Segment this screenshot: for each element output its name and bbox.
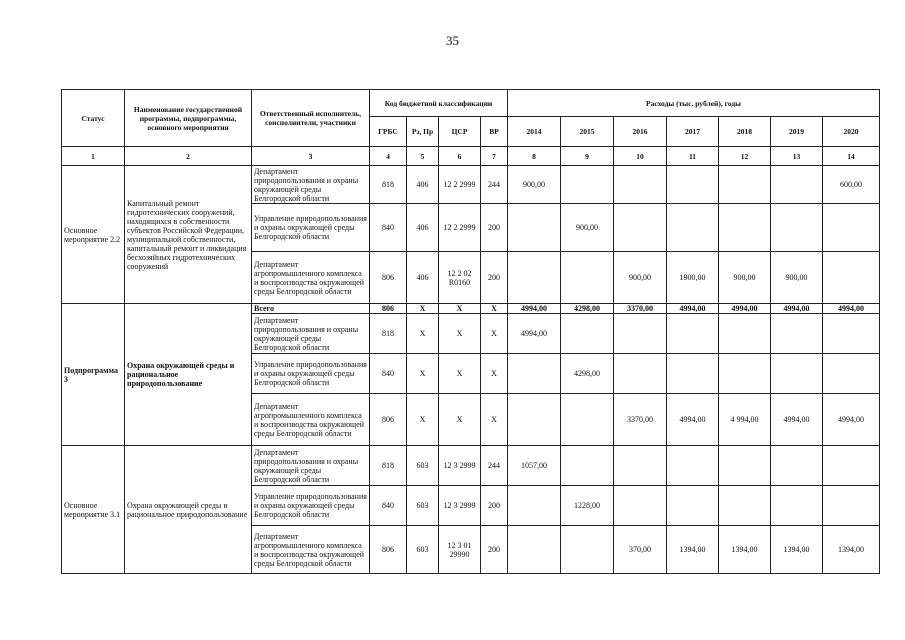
row-status: Подпрограмма 3 bbox=[62, 304, 125, 446]
cell-csr: Х bbox=[439, 304, 481, 314]
cell-rzpr: Х bbox=[407, 394, 439, 446]
row-program-name: Охрана окружающей среды и рациональное природопользование bbox=[125, 304, 252, 446]
row-executor: Департамент агропромышленного комплекса и воспроизводства окружающей среды Белгородской области bbox=[252, 394, 370, 446]
column-number: 8 bbox=[508, 147, 561, 166]
cell-amount bbox=[508, 394, 561, 446]
cell-amount: 3370,00 bbox=[614, 394, 667, 446]
cell-vr: Х bbox=[481, 394, 508, 446]
cell-amount bbox=[667, 354, 719, 394]
cell-amount bbox=[771, 486, 823, 526]
cell-amount: 1228,00 bbox=[561, 486, 614, 526]
cell-amount: 1394,00 bbox=[771, 526, 823, 574]
cell-vr: 200 bbox=[481, 526, 508, 574]
cell-csr: 12 2 02 R0160 bbox=[439, 252, 481, 304]
cell-amount bbox=[561, 166, 614, 204]
column-numbers-row bbox=[62, 147, 880, 166]
cell-amount: 1394,00 bbox=[719, 526, 771, 574]
cell-csr: 12 3 2999 bbox=[439, 486, 481, 526]
cell-amount bbox=[771, 446, 823, 486]
header-expenses: Расходы (тыс. рублей), годы bbox=[508, 90, 880, 117]
cell-amount bbox=[561, 314, 614, 354]
cell-amount bbox=[667, 486, 719, 526]
row-program-name: Охрана окружающей среды и рациональное природопользование bbox=[125, 446, 252, 574]
page-number: 35 bbox=[446, 33, 459, 48]
cell-grbs: 818 bbox=[370, 446, 407, 486]
cell-amount bbox=[614, 446, 667, 486]
cell-amount bbox=[823, 314, 880, 354]
cell-amount: 1394,00 bbox=[667, 526, 719, 574]
cell-grbs: 840 bbox=[370, 486, 407, 526]
cell-amount bbox=[508, 204, 561, 252]
cell-grbs: 818 bbox=[370, 314, 407, 354]
row-executor: Управление природопользования и охраны окружающей среды Белгородской области bbox=[252, 354, 370, 394]
column-number: 14 bbox=[823, 147, 880, 166]
row-executor: Департамент агропромышленного комплекса и воспроизводства окружающей среды Белгородской области bbox=[252, 252, 370, 304]
cell-csr: 12 3 2999 bbox=[439, 446, 481, 486]
cell-csr: Х bbox=[439, 394, 481, 446]
cell-amount bbox=[823, 204, 880, 252]
cell-rzpr: 406 bbox=[407, 252, 439, 304]
header-year: 2019 bbox=[771, 117, 823, 147]
cell-amount bbox=[508, 526, 561, 574]
budget-table bbox=[61, 89, 880, 574]
cell-csr: Х bbox=[439, 354, 481, 394]
cell-amount bbox=[561, 394, 614, 446]
header-year: 2020 bbox=[823, 117, 880, 147]
cell-rzpr: Х bbox=[407, 314, 439, 354]
header-year: 2016 bbox=[614, 117, 667, 147]
cell-amount bbox=[823, 354, 880, 394]
cell-amount: 4994,00 bbox=[771, 304, 823, 314]
cell-amount bbox=[823, 252, 880, 304]
header-name: Наименование государственной программы, подпрограммы, основного мероприятия bbox=[125, 90, 252, 147]
row-status: Основное мероприятие 2.2 bbox=[62, 166, 125, 304]
cell-vr: 244 bbox=[481, 446, 508, 486]
cell-grbs: 806 bbox=[370, 526, 407, 574]
header-year: 2018 bbox=[719, 117, 771, 147]
cell-rzpr: 406 bbox=[407, 204, 439, 252]
cell-amount bbox=[719, 486, 771, 526]
cell-vr: 200 bbox=[481, 252, 508, 304]
row-status: Основное мероприятие 3.1 bbox=[62, 446, 125, 574]
cell-csr: 12 3 01 29990 bbox=[439, 526, 481, 574]
cell-grbs: 840 bbox=[370, 354, 407, 394]
cell-csr: Х bbox=[439, 314, 481, 354]
cell-amount bbox=[614, 166, 667, 204]
cell-vr: Х bbox=[481, 354, 508, 394]
cell-rzpr: 406 bbox=[407, 166, 439, 204]
row-executor: Департамент природопользования и охраны окружающей среды Белгородской области bbox=[252, 446, 370, 486]
cell-amount: 4994,00 bbox=[823, 394, 880, 446]
cell-amount: 4298,00 bbox=[561, 304, 614, 314]
header-status: Статус bbox=[62, 90, 125, 147]
header-year: 2017 bbox=[667, 117, 719, 147]
cell-rzpr: 603 bbox=[407, 446, 439, 486]
cell-amount bbox=[771, 354, 823, 394]
cell-amount: 1900,00 bbox=[667, 252, 719, 304]
cell-vr: Х bbox=[481, 304, 508, 314]
header-executor: Ответственный исполнитель, соисполнители, участники bbox=[252, 90, 370, 147]
cell-amount bbox=[719, 446, 771, 486]
row-program-name: Капитальный ремонт гидротехнических сооружений, находящихся в собственности субъектов Российской Федерации, муниципальной собственности, капитальный ремонт и ликвидация бесхозяйных гидротехнических сооружений bbox=[125, 166, 252, 304]
cell-amount bbox=[508, 486, 561, 526]
cell-amount: 4994,00 bbox=[508, 314, 561, 354]
cell-grbs: 806 bbox=[370, 252, 407, 304]
cell-vr: 200 bbox=[481, 486, 508, 526]
cell-amount: 3370,00 bbox=[614, 304, 667, 314]
row-executor: Департамент агропромышленного комплекса и воспроизводства окружающей среды Белгородской области bbox=[252, 526, 370, 574]
column-number: 3 bbox=[252, 147, 370, 166]
cell-amount: 600,00 bbox=[823, 166, 880, 204]
row-executor: Департамент природопользования и охраны окружающей среды Белгородской области bbox=[252, 166, 370, 204]
cell-amount bbox=[719, 166, 771, 204]
cell-amount: 900,00 bbox=[508, 166, 561, 204]
cell-amount bbox=[614, 354, 667, 394]
column-number: 10 bbox=[614, 147, 667, 166]
cell-amount: 4298,00 bbox=[561, 354, 614, 394]
cell-amount bbox=[667, 204, 719, 252]
cell-vr: 200 bbox=[481, 204, 508, 252]
cell-amount bbox=[561, 252, 614, 304]
cell-csr: 12 2 2999 bbox=[439, 204, 481, 252]
column-number: 11 bbox=[667, 147, 719, 166]
cell-amount: 4994,00 bbox=[719, 304, 771, 314]
cell-amount: 900,00 bbox=[561, 204, 614, 252]
row-executor: Управление природопользования и охраны окружающей среды Белгородской области bbox=[252, 204, 370, 252]
row-executor: Департамент природопользования и охраны окружающей среды Белгородской области bbox=[252, 314, 370, 354]
cell-amount bbox=[719, 204, 771, 252]
column-number: 7 bbox=[481, 147, 508, 166]
column-number: 1 bbox=[62, 147, 125, 166]
table-row bbox=[62, 446, 880, 486]
cell-amount bbox=[823, 446, 880, 486]
cell-grbs: 840 bbox=[370, 204, 407, 252]
cell-amount bbox=[561, 446, 614, 486]
cell-vr: 244 bbox=[481, 166, 508, 204]
cell-amount: 1394,00 bbox=[823, 526, 880, 574]
cell-amount: 900,00 bbox=[614, 252, 667, 304]
cell-amount bbox=[667, 314, 719, 354]
header-vr: ВР bbox=[481, 117, 508, 147]
cell-amount bbox=[667, 166, 719, 204]
cell-rzpr: Х bbox=[407, 304, 439, 314]
cell-rzpr: 603 bbox=[407, 486, 439, 526]
column-number: 4 bbox=[370, 147, 407, 166]
cell-amount bbox=[667, 446, 719, 486]
cell-grbs: 806 bbox=[370, 304, 407, 314]
column-number: 2 bbox=[125, 147, 252, 166]
cell-amount: 900,00 bbox=[719, 252, 771, 304]
cell-amount bbox=[561, 526, 614, 574]
cell-amount bbox=[771, 166, 823, 204]
cell-amount: 4994,00 bbox=[771, 394, 823, 446]
cell-amount bbox=[771, 204, 823, 252]
cell-amount bbox=[719, 354, 771, 394]
cell-amount bbox=[614, 204, 667, 252]
cell-amount: 4994,00 bbox=[508, 304, 561, 314]
cell-csr: 12 2 2999 bbox=[439, 166, 481, 204]
cell-amount bbox=[823, 486, 880, 526]
header-csr: ЦСР bbox=[439, 117, 481, 147]
header-grbs: ГРБС bbox=[370, 117, 407, 147]
cell-amount bbox=[771, 314, 823, 354]
table-row-total bbox=[62, 304, 880, 314]
cell-amount: 4 994,00 bbox=[719, 394, 771, 446]
column-number: 13 bbox=[771, 147, 823, 166]
header-rzpr: Рз, Пр bbox=[407, 117, 439, 147]
cell-amount: 4994,00 bbox=[667, 394, 719, 446]
cell-rzpr: Х bbox=[407, 354, 439, 394]
row-executor: Управление природопользования и охраны окружающей среды Белгородской области bbox=[252, 486, 370, 526]
header-budget-code: Код бюджетной классификации bbox=[370, 90, 508, 117]
cell-amount bbox=[508, 252, 561, 304]
cell-amount bbox=[508, 354, 561, 394]
cell-grbs: 806 bbox=[370, 394, 407, 446]
column-number: 9 bbox=[561, 147, 614, 166]
cell-amount: 4994,00 bbox=[667, 304, 719, 314]
cell-rzpr: 603 bbox=[407, 526, 439, 574]
cell-amount: 370,00 bbox=[614, 526, 667, 574]
cell-amount: 1057,00 bbox=[508, 446, 561, 486]
cell-vr: Х bbox=[481, 314, 508, 354]
row-executor: Всего bbox=[252, 304, 370, 314]
cell-grbs: 818 bbox=[370, 166, 407, 204]
cell-amount: 4994,00 bbox=[823, 304, 880, 314]
column-number: 12 bbox=[719, 147, 771, 166]
cell-amount bbox=[719, 314, 771, 354]
header-year: 2015 bbox=[561, 117, 614, 147]
table-row bbox=[62, 166, 880, 204]
column-number: 6 bbox=[439, 147, 481, 166]
column-number: 5 bbox=[407, 147, 439, 166]
cell-amount: 900,00 bbox=[771, 252, 823, 304]
header-year: 2014 bbox=[508, 117, 561, 147]
cell-amount bbox=[614, 486, 667, 526]
cell-amount bbox=[614, 314, 667, 354]
